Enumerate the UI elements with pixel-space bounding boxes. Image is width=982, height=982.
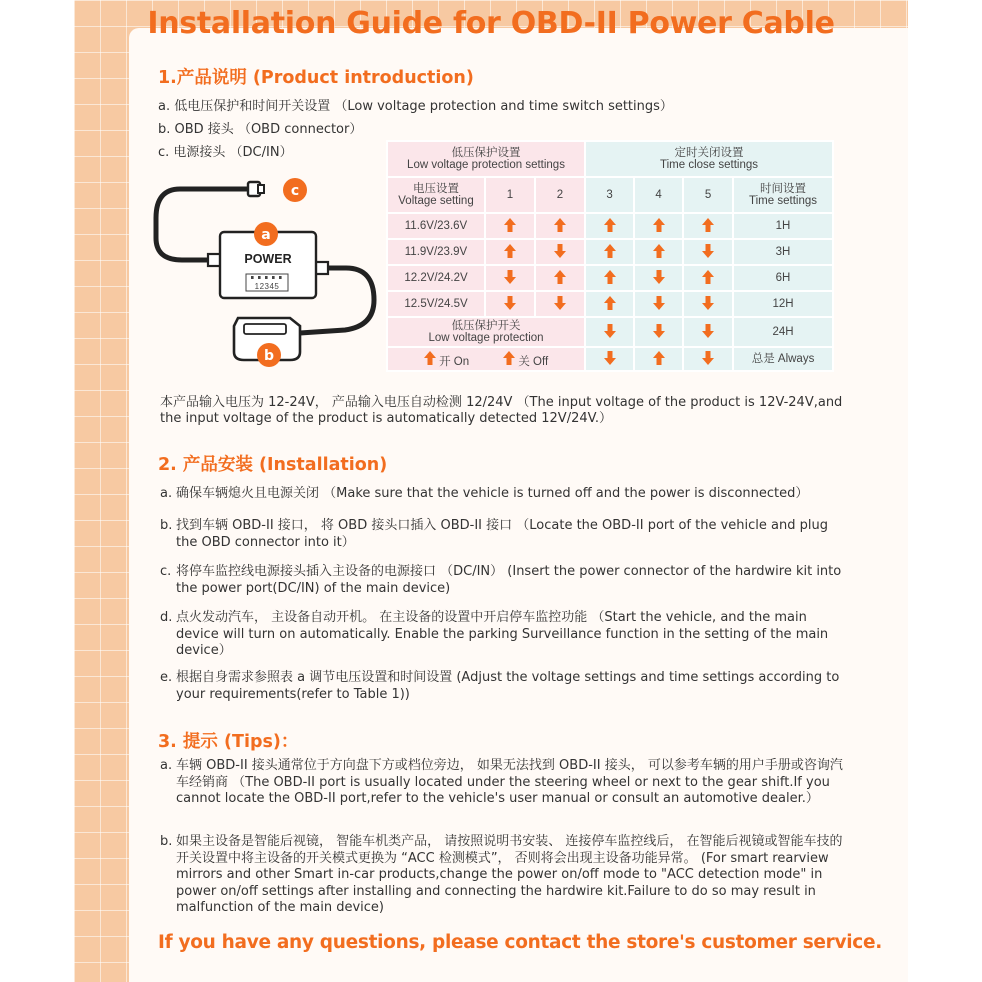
install-step-e: e. 根据自身需求参照表 a 调节电压设置和时间设置 (Adjust the voltage settings and time settings according to your requirements(refer to Table 1)) (160, 670, 840, 702)
voltage-note: 本产品输入电压为 12-24V， 产品输入电压自动检测 12/24V （The input voltage of the product is 12V-24V,and the input voltage of the product is automatically detected 12V/24V.） (160, 395, 843, 426)
install-step-a: a. 确保车辆熄火且电源关闭 （Make sure that the vehicle is turned off and the power is disconnected） (160, 486, 809, 501)
arrow-down-icon (504, 270, 516, 284)
switch3-state (585, 239, 634, 265)
section1-item-b: b. OBD 接头 （OBD connector） (158, 122, 363, 137)
time-value: 6H (733, 265, 833, 291)
page-title: Installation Guide for OBD-II Power Cable (147, 6, 835, 41)
time-value: 1H (733, 213, 833, 239)
section1-heading: 1.产品说明 (Product introduction) (158, 68, 474, 88)
arrow-down-icon (554, 296, 566, 310)
switch5-state (683, 291, 733, 317)
install-step-b: b. 找到车辆 OBD-II 接口， 将 OBD 接头口插入 OBD-II 接口 （Locate the OBD-II port of the vehicle and plug the OBD connector into it） (160, 518, 828, 550)
arrow-up-icon (554, 218, 566, 232)
switch-number: 2 (535, 177, 585, 213)
switch4-state (634, 213, 683, 239)
section3-heading: 3. 提示 (Tips)： (158, 732, 299, 752)
switch4-state (634, 239, 683, 265)
switch2-state (535, 239, 585, 265)
switch-number: 1 (485, 177, 535, 213)
label-c: c (290, 183, 300, 199)
time-value: 24H (733, 317, 833, 347)
arrow-down-icon (604, 324, 616, 338)
low-voltage-header: 低压保护设置 Low voltage protection settings (387, 141, 585, 177)
arrow-up-icon (504, 244, 516, 258)
switch-number: 4 (634, 177, 683, 213)
dip-numbers: 12345 (254, 282, 280, 291)
switch2-state (535, 213, 585, 239)
table-row (387, 347, 833, 371)
switch1-state (485, 239, 535, 265)
arrow-up-icon (702, 218, 714, 232)
table-row (387, 213, 833, 239)
install-step-c: c. 将停车监控线电源接头插入主设备的电源接口 （DC/IN） (Insert the power connector of the hardwire kit into the power port(DC/IN) of the main device) (160, 564, 842, 596)
section2-heading: 2. 产品安装 (Installation) (158, 455, 388, 475)
low-voltage-switch-header: 低压保护开关 Low voltage protection (387, 317, 585, 347)
arrow-down-icon (702, 296, 714, 310)
switch3-state (585, 213, 634, 239)
on-off-legend (387, 347, 585, 371)
time-header: 定时关闭设置 Time close settings (585, 141, 833, 177)
switch5-state (683, 239, 733, 265)
switch4-state (634, 347, 683, 371)
closing-note: If you have any questions, please contact the store's customer service. (158, 932, 882, 953)
tip-a: a. 车辆 OBD-II 接头通常位于方向盘下方或档位旁边， 如果无法找到 OBD-II 接头， 可以参考车辆的用户手册或咨询汽车经销商 （The OBD-II port is usually located under the steering wheel or next to the gear shift.If you cannot locate the OBD-II port,refer to the vehicle's user manual or consult an automotive dealer.） (160, 758, 843, 806)
switch3-state (585, 317, 634, 347)
arrow-up-icon (604, 244, 616, 258)
switch5-state (683, 213, 733, 239)
arrow-down-icon (653, 324, 665, 338)
arrow-down-icon (504, 296, 516, 310)
section1-item-c: c. 电源接头 （DC/IN） (158, 145, 293, 160)
arrow-down-icon (653, 270, 665, 284)
arrow-down-icon (554, 244, 566, 258)
arrow-down-icon (653, 296, 665, 310)
switch-number: 5 (683, 177, 733, 213)
switch5-state (683, 347, 733, 371)
arrow-up-icon (653, 244, 665, 258)
arrow-down-icon (702, 351, 714, 365)
arrow-up-icon (424, 351, 436, 365)
label-a: a (261, 227, 271, 243)
time-value: 3H (733, 239, 833, 265)
switch4-state (634, 317, 683, 347)
table-row (387, 239, 833, 265)
table-row (387, 291, 833, 317)
arrow-up-icon (702, 270, 714, 284)
section1-item-a: a. 低电压保护和时间开关设置 （Low voltage protection and time switch settings） (158, 99, 673, 114)
arrow-up-icon (604, 270, 616, 284)
arrow-down-icon (702, 244, 714, 258)
install-step-d: d. 点火发动汽车， 主设备自动开机。 在主设备的设置中开启停车监控功能 （Start the vehicle, and the main device will turn on automatically. Enable the parking Surveillance function in the setting of the main device） (160, 610, 829, 658)
arrow-down-icon (604, 351, 616, 365)
switch1-state (485, 291, 535, 317)
arrow-down-icon (702, 324, 714, 338)
voltage-value: 12.2V/24.2V (387, 265, 485, 291)
label-b: b (263, 348, 275, 364)
tip-b: b. 如果主设备是智能后视镜， 智能车机类产品， 请按照说明书安装、 连接停车监控线后， 在智能后视镜或智能车技的开关设置中将主设备的开关模式更换为 “ACC 检测模式”， 否则将会出现主设备功能异常。 (For smart rearview mirrors and other Smart in-car products,change the power on/off mode to "ACC detection mode" in power on/off settings after installing and connecting the hardwire kit.Failure to do so may result in malfunction of the main device) (160, 834, 843, 915)
arrow-up-icon (604, 218, 616, 232)
voltage-value: 11.9V/23.9V (387, 239, 485, 265)
switch5-state (683, 265, 733, 291)
time-value: 总是 Always (733, 347, 833, 371)
switch2-state (535, 291, 585, 317)
voltage-value: 11.6V/23.6V (387, 213, 485, 239)
arrow-up-icon (504, 218, 516, 232)
switch4-state (634, 291, 683, 317)
arrow-up-icon (653, 351, 665, 365)
switch4-state (634, 265, 683, 291)
voltage-col-header: 电压设置 Voltage setting (387, 177, 485, 213)
on-legend: 开 On (424, 356, 469, 368)
time-col-header: 时间设置 Time settings (733, 177, 833, 213)
switch2-state (535, 265, 585, 291)
voltage-value: 12.5V/24.5V (387, 291, 485, 317)
switch3-state (585, 265, 634, 291)
switch5-state (683, 317, 733, 347)
arrow-up-icon (653, 218, 665, 232)
arrow-up-icon (604, 296, 616, 310)
switch1-state (485, 213, 535, 239)
arrow-up-icon (503, 351, 515, 365)
arrow-up-icon (554, 270, 566, 284)
off-legend: 关 Off (503, 356, 548, 368)
table-row (387, 317, 833, 347)
product-diagram (140, 168, 390, 378)
power-label: POWER (244, 252, 292, 266)
switch1-state (485, 265, 535, 291)
switch3-state (585, 291, 634, 317)
switch3-state (585, 347, 634, 371)
time-value: 12H (733, 291, 833, 317)
settings-table (386, 140, 834, 372)
switch-number: 3 (585, 177, 634, 213)
table-row (387, 265, 833, 291)
